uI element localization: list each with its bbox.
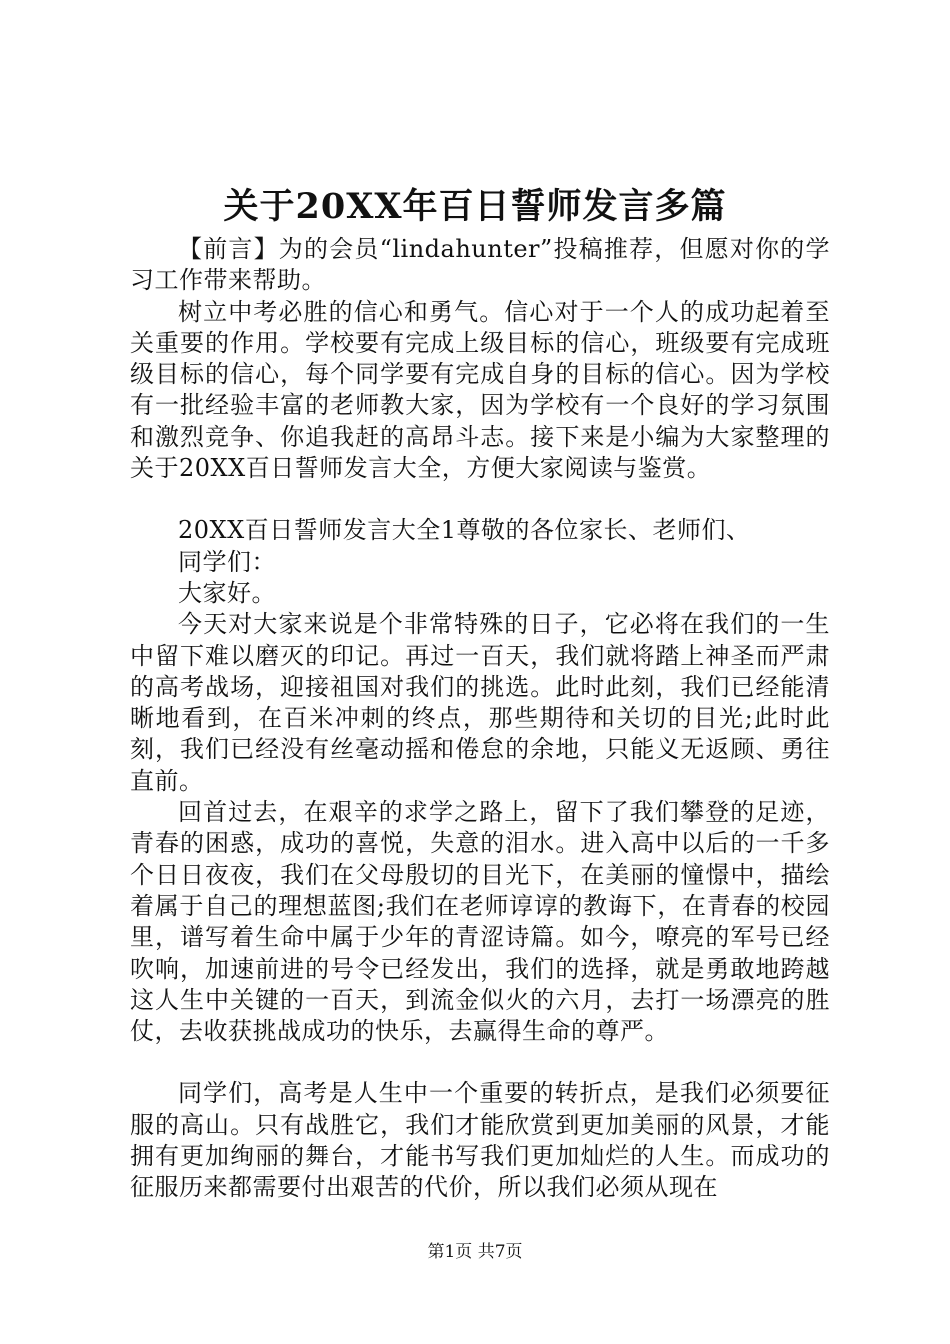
- greeting-paragraph: 大家好。: [178, 578, 276, 607]
- document-title: 关于20XX年百日誓师发言多篇: [223, 186, 727, 227]
- intro-paragraph: 树立中考必胜的信心和勇气。信心对于一个人的成功起着至关重要的作用。学校要有完成上级目标的信心，班级要有完成班级目标的信心，每个同学要有完成自身的目标的信心。因为学校有一批经验丰富的老师教大家，因为学校有一个良好的学习氛围和激烈竞争、你追我赶的高昂斗志。接下来是小编为大家整理的关于20XX百日誓师发言大全，方便大家阅读与鉴赏。: [130, 297, 830, 483]
- speech-heading-paragraph: 20XX百日誓师发言大全1尊敬的各位家长、老师们、: [178, 516, 751, 545]
- preface-paragraph: 【前言】为的会员“lindahunter”投稿推荐，但愿对你的学习工作带来帮助。: [130, 235, 830, 295]
- body-paragraph: 今天对大家来说是个非常特殊的日子，它必将在我们的一生中留下难以磨灭的印记。再过一百天，我们就将踏上神圣而严肃的高考战场，迎接祖国对我们的挑选。此时此刻，我们已经能清晰地看到，在百米冲刺的终点，那些期待和关切的目光;此时此刻，我们已经没有丝毫动摇和倦怠的余地，只能义无返顾、勇往直前。: [130, 610, 830, 795]
- page-number-footer: 第1页 共7页: [427, 1242, 523, 1262]
- body-paragraph: 回首过去，在艰辛的求学之路上，留下了我们攀登的足迹，青春的困惑，成功的喜悦，失意的泪水。进入高中以后的一千多个日日夜夜，我们在父母殷切的目光下，在美丽的憧憬中，描绘着属于自己的理想蓝图;我们在老师谆谆的教诲下，在青春的校园里，谱写着生命中属于少年的青涩诗篇。如今，嘹亮的军号已经吹响，加速前进的号令已经发出，我们的选择，就是勇敢地跨越这人生中关键的一百天，到流金似火的六月，去打一场漂亮的胜仗，去收获挑战成功的快乐，去赢得生命的尊严。: [130, 798, 830, 1046]
- body-paragraph: 同学们，高考是人生中一个重要的转折点，是我们必须要征服的高山。只有战胜它，我们才能欣赏到更加美丽的风景，才能拥有更加绚丽的舞台，才能书写我们更加灿烂的人生。而成功的征服历来都需要付出艰苦的代价，所以我们必须从现在: [130, 1079, 830, 1202]
- document-body: [130, 234, 830, 1204]
- salutation-paragraph: 同学们：: [178, 547, 276, 576]
